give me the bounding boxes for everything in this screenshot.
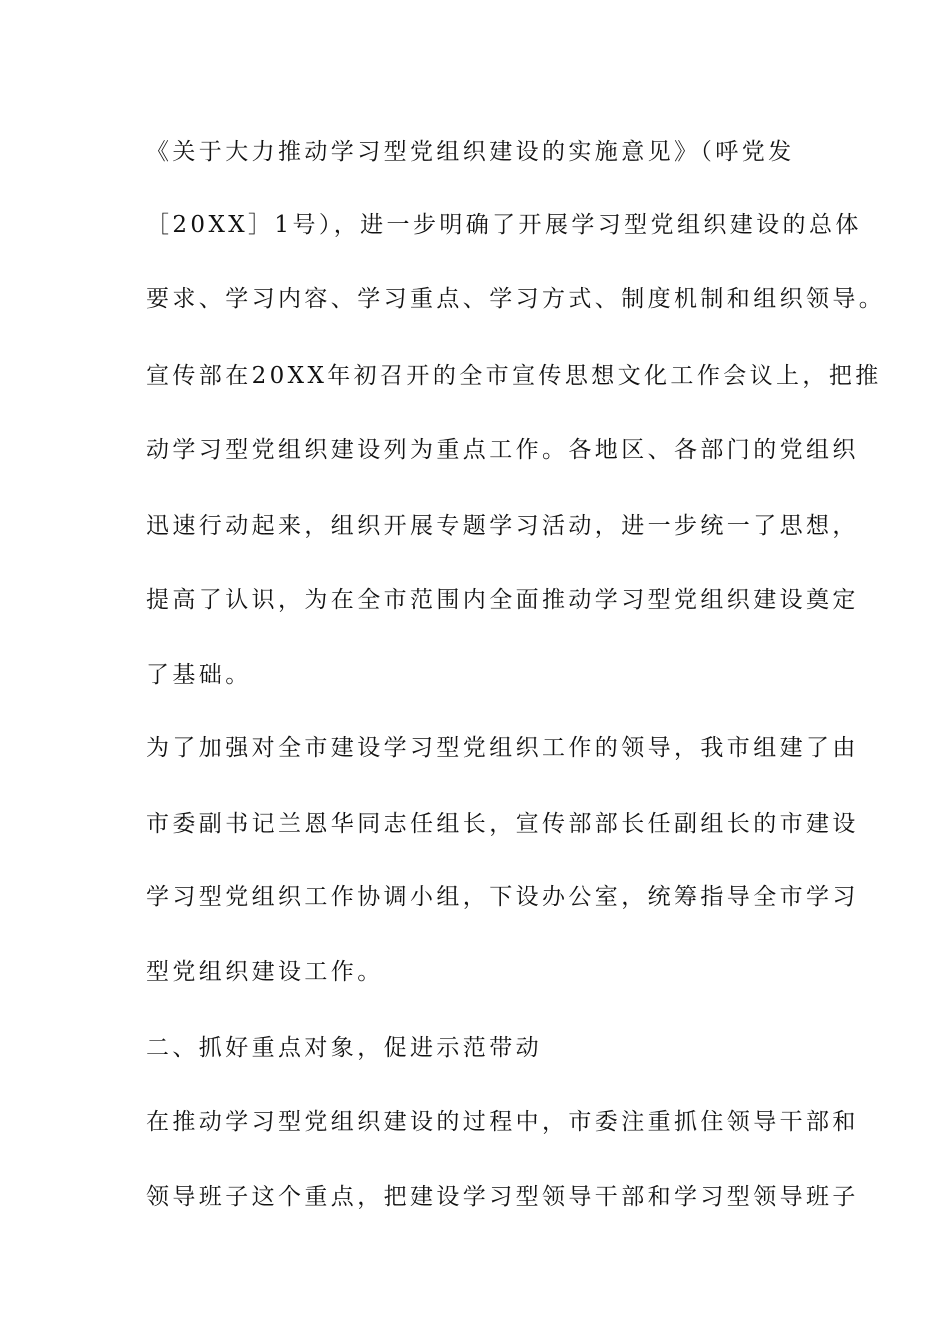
text-line-12: 型党组织建设工作。 [146,959,384,985]
text-line-14: 在推动学习型党组织建设的过程中，市委注重抓住领导干部和 [146,1109,859,1135]
text-line-3: 要求、学习内容、学习重点、学习方式、制度机制和组织领导。 [146,286,886,312]
text-line-5: 动学习型党组织建设列为重点工作。各地区、各部门的党组织 [146,437,859,463]
text-line-10: 市委副书记兰恩华同志任组长，宣传部部长任副组长的市建设 [146,811,859,837]
text-line-4: 宣传部在20XX年初召开的全市宣传思想文化工作会议上，把推 [146,363,882,389]
text-line-8: 了基础。 [146,662,252,688]
section-heading: 二、抓好重点对象，促进示范带动 [146,1035,542,1061]
text-line-15: 领导班子这个重点，把建设学习型领导干部和学习型领导班子 [146,1184,859,1210]
text-line-2: ［20XX］1号），进一步明确了开展学习型党组织建设的总体 [146,212,862,238]
text-line-1: 《关于大力推动学习型党组织建设的实施意见》（呼党发 [146,139,795,165]
text-line-11: 学习型党组织工作协调小组，下设办公室，统筹指导全市学习 [146,884,859,910]
text-line-6: 迅速行动起来，组织开展专题学习活动，进一步统一了思想， [146,513,859,539]
text-line-7: 提高了认识，为在全市范围内全面推动学习型党组织建设奠定 [146,587,859,613]
text-line-9: 为了加强对全市建设学习型党组织工作的领导，我市组建了由 [146,735,859,761]
